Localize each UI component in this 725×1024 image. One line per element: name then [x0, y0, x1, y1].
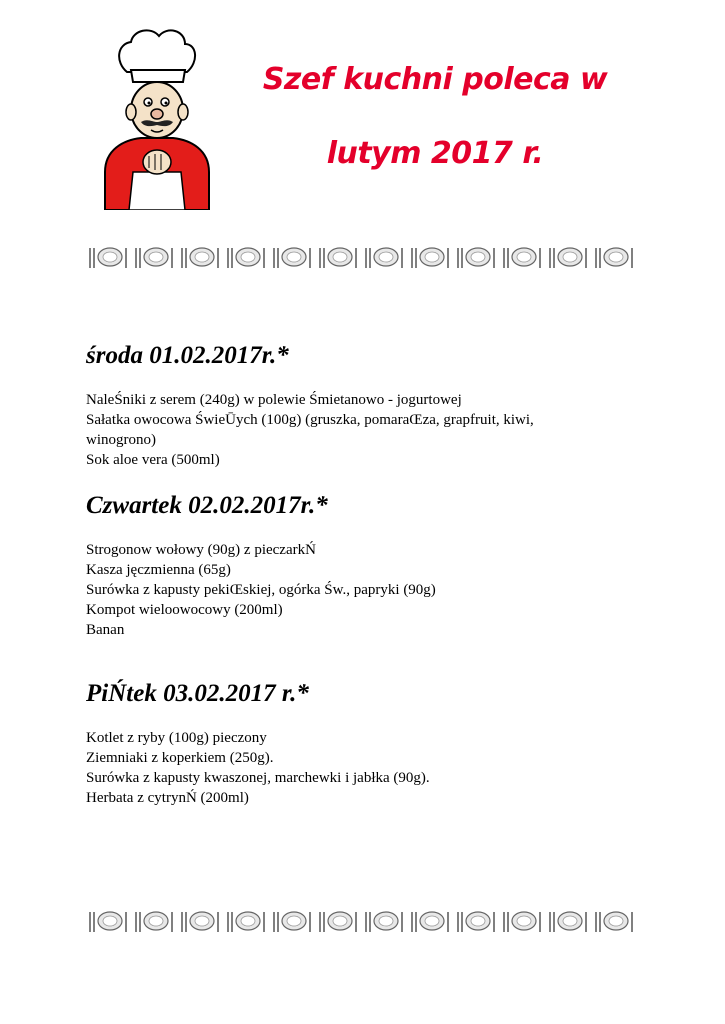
menu-item: Surówka z kapusty pekiŒskiej, ogórka Św., papryki (90g): [86, 582, 436, 598]
menu-item: Kompot wieloowocowy (200ml): [86, 602, 283, 618]
day-section-thursday: [86, 492, 646, 640]
chef-icon: [85, 22, 225, 210]
page-title-line2: lutym 2017 r.: [326, 136, 544, 171]
day-heading: środa 01.02.2017r.*: [86, 342, 289, 369]
day-section-friday: [86, 680, 646, 808]
menu-item: Banan: [86, 622, 125, 638]
menu-item: Strogonow wołowy (90g) z pieczarkŃ: [86, 542, 316, 558]
menu-item: Sok aloe vera (500ml): [86, 452, 220, 468]
menu-item: Sałatka owocowa ŚwieŪych (100g) (gruszka, pomaraŒza, grapfruit, kiwi,: [86, 412, 534, 428]
page-title-line1: Szef kuchni poleca w: [262, 62, 608, 97]
menu-item: Kasza jęczmienna (65g): [86, 562, 231, 578]
plate-cutlery-border-top: [86, 242, 640, 272]
menu-item: Surówka z kapusty kwaszonej, marchewki i jabłka (90g).: [86, 770, 430, 786]
menu-item: winogrono): [86, 432, 156, 448]
day-section-wednesday: [86, 342, 646, 470]
menu-item: Herbata z cytrynŃ (200ml): [86, 790, 249, 806]
day-heading: Czwartek 02.02.2017r.*: [86, 492, 328, 519]
day-heading: PiŃtek 03.02.2017 r.*: [86, 680, 309, 707]
plate-cutlery-border-bottom: [86, 906, 640, 936]
menu-item: NaleŚniki z serem (240g) w polewie Śmietanowo - jogurtowej: [86, 392, 462, 408]
menu-item: Kotlet z ryby (100g) pieczony: [86, 730, 267, 746]
menu-item: Ziemniaki z koperkiem (250g).: [86, 750, 274, 766]
